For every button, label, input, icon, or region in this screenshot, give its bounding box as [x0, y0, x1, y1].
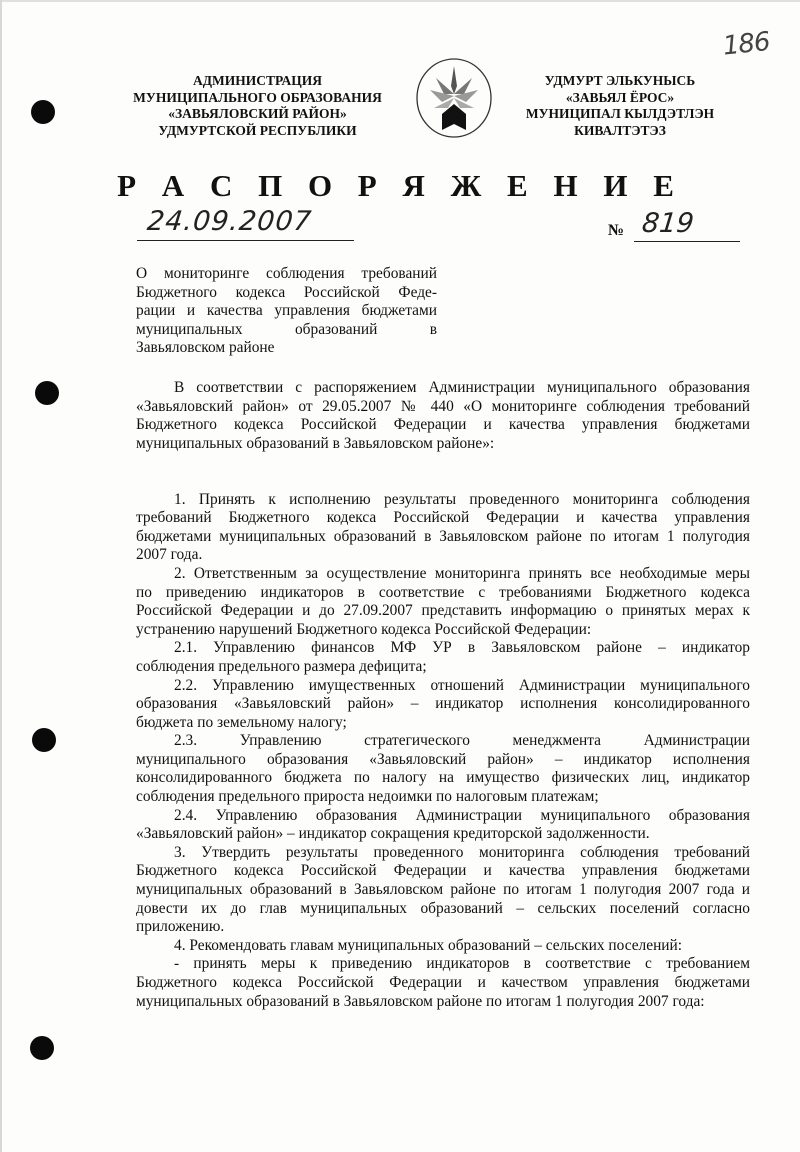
handwritten-date: 24.09.2007	[145, 206, 314, 237]
header-left-russian	[100, 73, 415, 139]
item-2-3-line: соблюдения предельного прироста недоимки по налоговым платежам;	[136, 788, 599, 806]
subject-line: Завьяловском районе	[136, 339, 275, 357]
preamble-line: В соответствии с распоряжением Администрации муниципального образования	[174, 379, 750, 396]
item-2-line: по приведению индикаторов в соответствие с требованиями Бюджетного кодекса	[136, 583, 750, 601]
header-left-line: МУНИЦИПАЛЬНОГО ОБРАЗОВАНИЯ	[133, 89, 382, 105]
header-right-udmurt	[505, 73, 735, 139]
item-3-line: муниципальных образований в Завьяловском районе по итогам 1 полугодия 2007 года и	[136, 881, 750, 899]
punch-hole	[32, 728, 56, 752]
header-left-line: «ЗАВЬЯЛОВСКИЙ РАЙОН»	[168, 106, 347, 121]
document-subject	[136, 265, 437, 358]
header-left-line: УДМУРТСКОЙ РЕСПУБЛИКИ	[158, 122, 357, 138]
preamble-line: Бюджетного кодекса Российской Федерации и качества управления бюджетами	[136, 416, 750, 434]
scan-edge-top	[0, 0, 800, 2]
date-underline	[137, 240, 354, 241]
number-label: №	[608, 222, 625, 239]
item-2-4-line: «Завьяловский район» – индикатор сокращения кредиторской задолженности.	[136, 825, 650, 843]
item-2-4-line: 2.4. Управлению образования Администрации муниципального образования	[174, 806, 750, 824]
item-4-dash-line: - принять меры к приведению индикаторов в соответствие с требованием	[174, 955, 750, 973]
item-3-line: Бюджетного кодекса Российской Федерации и качества управления бюджетами	[136, 862, 750, 880]
item-3-line: приложению.	[136, 918, 225, 936]
item-3-line: 3. Утвердить результаты проведенного мониторинга соблюдения требований	[174, 843, 750, 861]
item-2-1-line: 2.1. Управлению финансов МФ УР в Завьяловском районе – индикатор	[174, 639, 750, 657]
header-right-line: МУНИЦИПАЛ КЫЛДЭТЛЭН	[525, 106, 715, 121]
header-right-line: «ЗАВЬЯЛ ЁРОС»	[565, 89, 675, 105]
item-2-2-line: образования «Завьяловский район» – индикатор исполнения консолидированного	[136, 695, 750, 713]
header-right-line: КИВАЛТЭТЭЗ	[574, 122, 666, 138]
item-4-line: 4. Рекомендовать главам муниципальных образований – сельских поселений:	[174, 936, 683, 954]
item-1-line: 2007 года.	[136, 546, 203, 564]
emblem-icon	[414, 56, 494, 140]
subject-line: рации и качества управления бюджетами	[136, 302, 437, 320]
header-left-line: АДМИНИСТРАЦИЯ	[192, 73, 323, 88]
punch-hole	[35, 381, 59, 405]
document-title: Р А С П О Р Я Ж Е Н И Е	[117, 168, 683, 203]
item-2-2-line: бюджета по земельному налогу;	[136, 713, 347, 731]
document-body	[136, 379, 750, 1011]
punch-hole	[31, 100, 55, 124]
handwritten-number: 819	[640, 208, 696, 239]
item-4-dash-line: муниципальных образований в Завьяловском районе по итогам 1 полугодия 2007 года:	[136, 992, 705, 1010]
preamble-line: муниципальных образований в Завьяловском районе»:	[136, 434, 495, 452]
item-3-line: довести их до глав муниципальных образований – сельских поселений согласно	[136, 899, 750, 917]
item-1-line: бюджетами муниципальных образований в Завьяловском районе по итогам 1 полугодия	[136, 527, 750, 545]
item-2-1-line: соблюдения предельного размера дефицита;	[136, 657, 427, 675]
paragraph-gap	[136, 472, 750, 491]
preamble-line: «Завьяловский район» от 29.05.2007 № 440 «О мониторинге соблюдения требований	[136, 397, 750, 415]
item-2-line: устранению нарушений Бюджетного кодекса Российской Федерации:	[136, 620, 592, 638]
item-4-dash-line: Бюджетного кодекса Российской Федерации и качеством управления бюджетами	[136, 974, 750, 991]
subject-line: муниципальных образований в	[136, 320, 437, 338]
header-right-line: УДМУРТ ЭЛЬКУНЫСЬ	[544, 73, 696, 88]
item-2-line: 2. Ответственным за осуществление мониторинга принять все необходимые меры	[174, 564, 750, 582]
item-2-3-line: 2.3. Управлению стратегического менеджмента Администрации	[174, 732, 750, 750]
subject-line: О мониторинге соблюдения требований	[136, 265, 437, 282]
item-2-2-line: 2.2. Управлению имущественных отношений Администрации муниципального	[174, 676, 750, 694]
punch-hole	[30, 1036, 54, 1060]
handwritten-folio-number: 186	[721, 26, 771, 62]
item-2-3-line: муниципального образования «Завьяловский район» – индикатор исполнения	[136, 750, 750, 768]
subject-line: Бюджетного кодекса Российской Феде-	[136, 283, 437, 301]
item-2-3-line: консолидированного бюджета по налогу на имущество физических лиц, индикатор	[136, 769, 750, 787]
paragraph-gap	[136, 453, 750, 472]
item-2-line: Российской Федерации и до 27.09.2007 представить информацию о принятых мерах к	[136, 602, 750, 620]
item-1-line: требований Бюджетного кодекса Российской Федерации и качества управления	[136, 509, 750, 527]
number-underline	[634, 241, 740, 242]
item-1-line: 1. Принять к исполнению результаты проведенного мониторинга соблюдения	[174, 490, 750, 508]
